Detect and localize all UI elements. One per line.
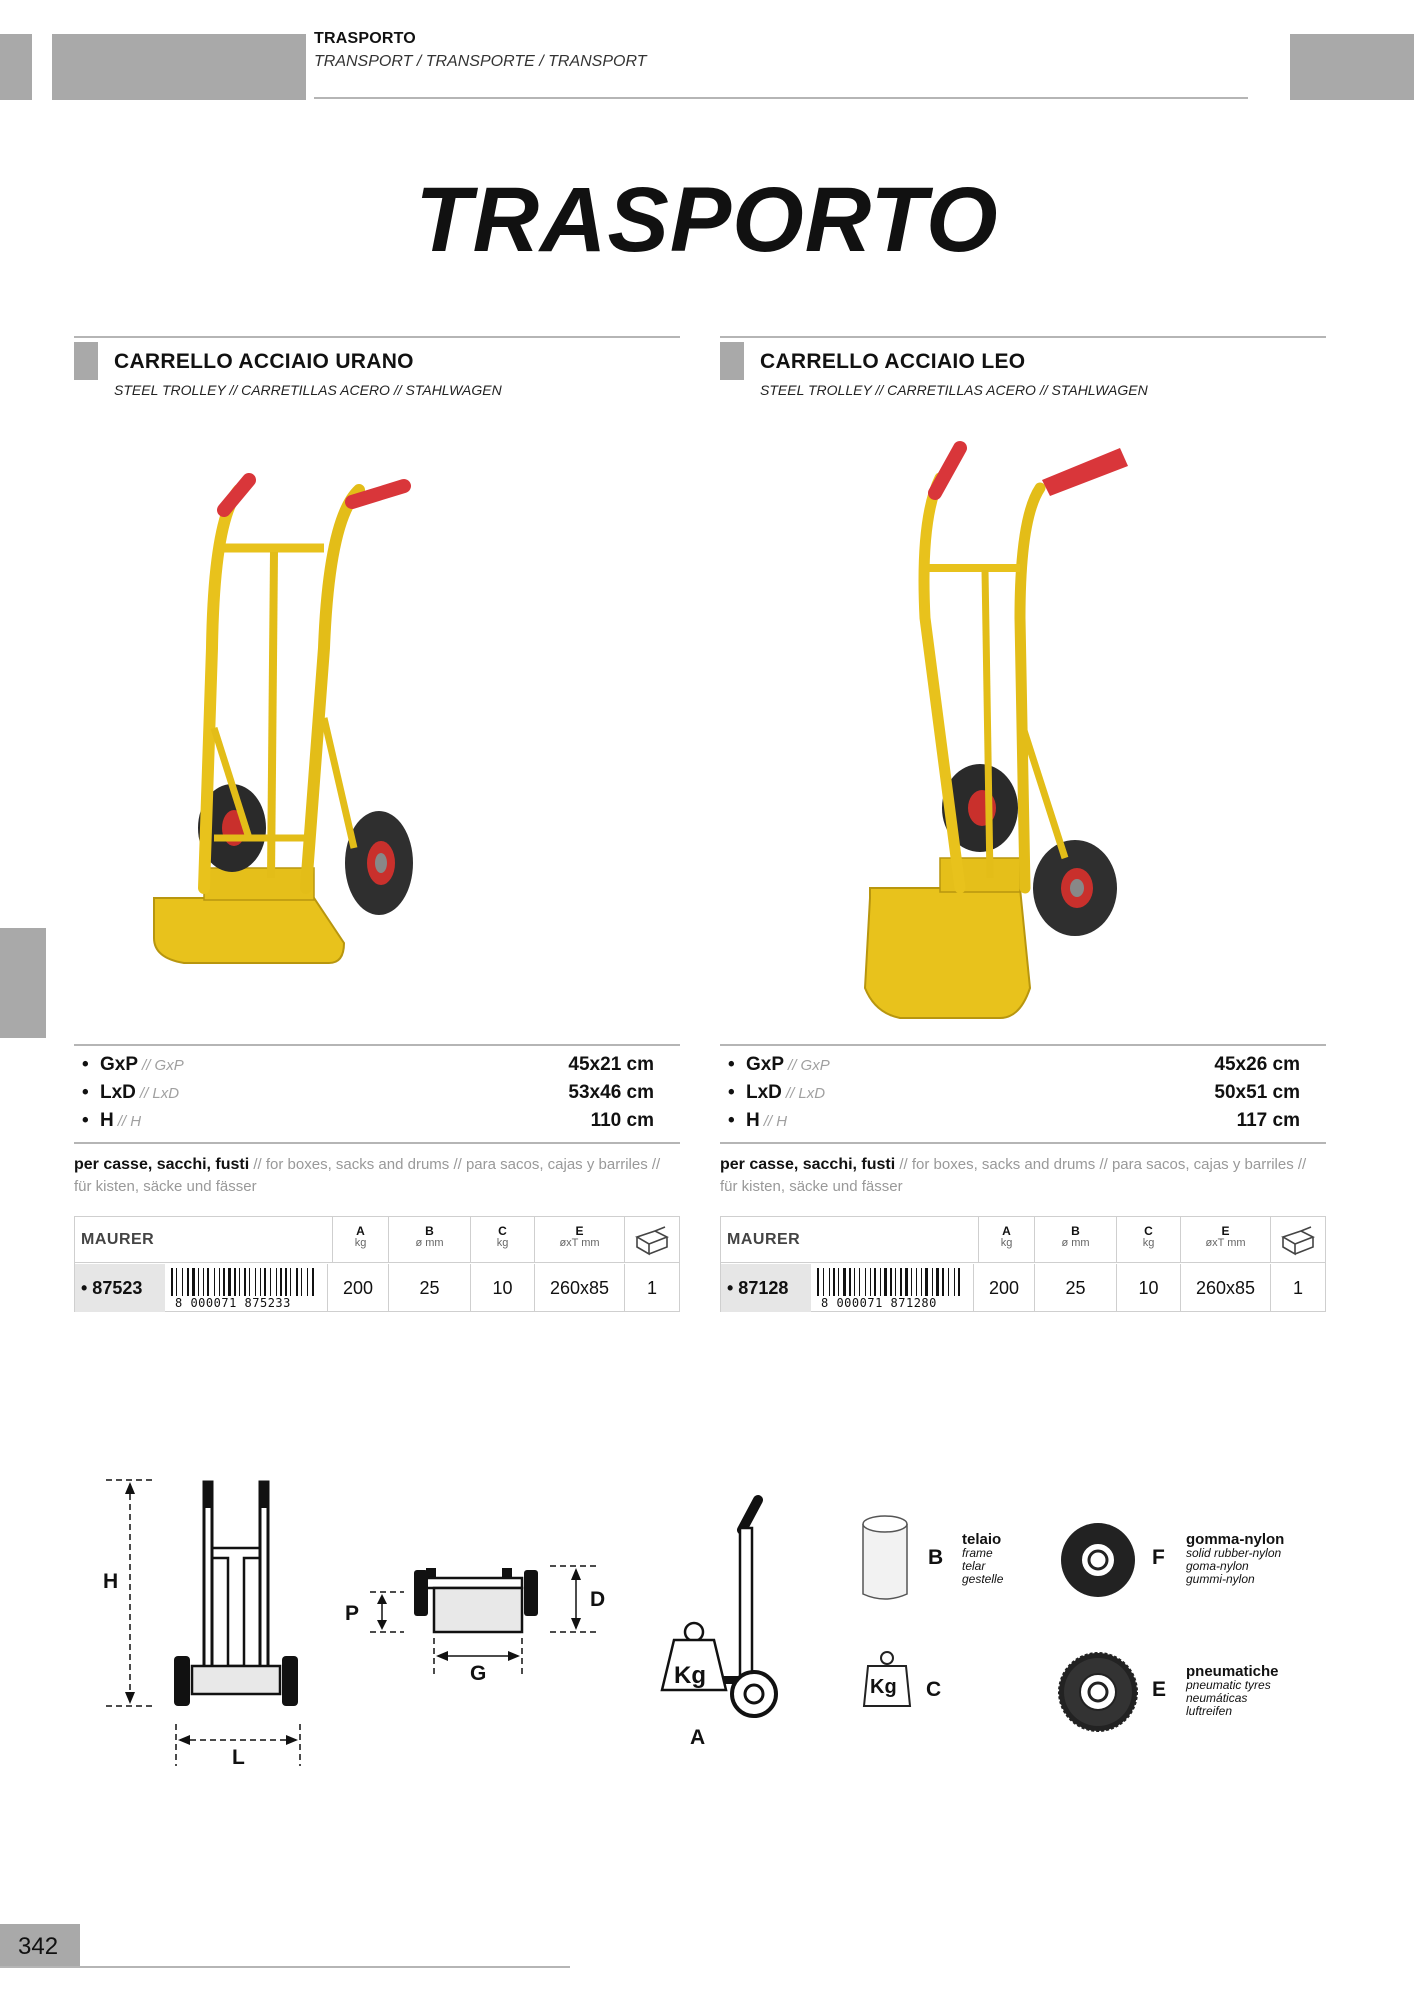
value-c: 10 [471, 1264, 535, 1312]
page-number: 342 [0, 1924, 80, 1966]
header-mid-block [52, 34, 306, 100]
value-e: 260x85 [535, 1264, 625, 1312]
product-title: CARRELLO ACCIAIO URANO [114, 350, 414, 373]
usage-description: per casse, sacchi, fusti // for boxes, sacks and drums // para sacos, cajas y barriles // für kisten, säcke und fässer [74, 1156, 661, 1195]
spec-bullet: • [728, 1054, 735, 1075]
brand-cell [75, 1217, 333, 1263]
header-c: C kg [471, 1217, 535, 1263]
legend-letter-b: B [928, 1546, 944, 1569]
legend-solid-line: gummi-nylon [1186, 1572, 1255, 1586]
barcode-number: 8 000071 871280 [821, 1296, 937, 1310]
spec-bullet: • [728, 1082, 735, 1103]
product-code: • 87128 [721, 1264, 811, 1312]
spec-label: GxP // GxP [746, 1054, 830, 1075]
dim-label-p: P [345, 1602, 360, 1625]
table-header-row [75, 1217, 679, 1263]
card-top-divider [74, 336, 680, 338]
spec-row-h [74, 1110, 654, 1138]
product-subtitle: STEEL TROLLEY // CARRETILLAS ACERO // STAHLWAGEN [114, 382, 502, 398]
spec-label: H // H [746, 1110, 788, 1131]
spec-label: LxD // LxD [746, 1082, 826, 1103]
box-icon [1271, 1217, 1325, 1263]
value-a: 200 [327, 1264, 389, 1312]
legend-letter-f: F [1152, 1546, 1165, 1569]
value-qty: 1 [646, 1278, 657, 1298]
spec-value: 45x26 cm [1214, 1054, 1300, 1075]
header-subtitle: TRANSPORT / TRANSPORTE / TRANSPORT [314, 53, 647, 70]
header-a: A kg [979, 1217, 1035, 1263]
specs-bottom-divider [720, 1142, 1326, 1144]
brand-cell [721, 1217, 979, 1263]
spec-bullet: • [82, 1110, 89, 1131]
header-e: E øxT mm [1181, 1217, 1271, 1263]
dimension-diagram-pdg [370, 1550, 610, 1700]
barcode-number: 8 000071 875233 [175, 1296, 291, 1310]
card-tab [74, 342, 98, 380]
spec-bullet: • [728, 1110, 735, 1131]
spec-label: GxP // GxP [100, 1054, 184, 1075]
header-section-title: TRASPORTO [314, 30, 416, 47]
weight-kg-label: Kg [870, 1676, 897, 1698]
legend-solid-line: goma-nylon [1186, 1559, 1249, 1573]
specs-top-divider [74, 1044, 680, 1046]
header-c: C kg [1117, 1217, 1181, 1263]
legend-pneumatic-line: neumáticas [1186, 1691, 1248, 1705]
product-table [74, 1216, 680, 1312]
dim-label-g: G [470, 1662, 487, 1685]
specs-bottom-divider [74, 1142, 680, 1144]
spec-bullet: • [82, 1082, 89, 1103]
value-e: 260x85 [1181, 1264, 1271, 1312]
value-qty: 1 [1292, 1278, 1303, 1298]
spec-label: H // H [100, 1110, 142, 1131]
footer-divider [0, 1966, 570, 1968]
legend-frame-title: telaio [962, 1531, 1002, 1548]
solid-wheel-icon [1060, 1522, 1136, 1598]
header-a: A kg [333, 1217, 389, 1263]
load-kg-label: Kg [674, 1662, 706, 1689]
legend-pneumatic-title: pneumatiche [1186, 1663, 1279, 1680]
legend-solid-title: gomma-nylon [1186, 1531, 1285, 1548]
product-photo-leo [720, 418, 1326, 1038]
header-right-block [1290, 34, 1414, 100]
table-row [75, 1264, 679, 1312]
spec-bullet: • [82, 1054, 89, 1075]
product-card-leo [720, 336, 1326, 1316]
value-b: 25 [389, 1264, 471, 1312]
spec-value: 50x51 cm [1214, 1082, 1300, 1103]
dim-label-l: L [232, 1746, 245, 1769]
header-e: E øxT mm [535, 1217, 625, 1263]
dim-label-h: H [103, 1570, 119, 1593]
value-c: 10 [1117, 1264, 1181, 1312]
legend-frame-line: gestelle [962, 1572, 1004, 1586]
legend-letter-e: E [1152, 1678, 1167, 1701]
legend-frame-line: frame [962, 1546, 993, 1560]
pneumatic-wheel-icon [1058, 1652, 1138, 1732]
barcode [811, 1264, 973, 1312]
page-title: TRASPORTO [415, 169, 999, 271]
table-row [721, 1264, 1325, 1312]
box-icon [625, 1217, 679, 1263]
product-code: • 87523 [75, 1264, 165, 1312]
spec-row-gxp [720, 1054, 1300, 1082]
brand-logo: MAURER [81, 1231, 155, 1248]
spec-value: 117 cm [1236, 1110, 1300, 1131]
header-left-block [0, 34, 32, 100]
legend-letter-c: C [926, 1678, 942, 1701]
dimension-diagram-hl [100, 1470, 310, 1770]
value-a: 200 [973, 1264, 1035, 1312]
dim-label-a: A [690, 1726, 706, 1749]
spec-row-lxd [720, 1082, 1300, 1110]
legend-frame-line: telar [962, 1559, 986, 1573]
spec-row-lxd [74, 1082, 654, 1110]
usage-description: per casse, sacchi, fusti // for boxes, sacks and drums // para sacos, cajas y barriles // für kisten, säcke und fässer [720, 1156, 1307, 1195]
barcode [165, 1264, 327, 1312]
product-card-urano [74, 336, 680, 1316]
header-b: B ø mm [389, 1217, 471, 1263]
product-subtitle: STEEL TROLLEY // CARRETILLAS ACERO // STAHLWAGEN [760, 382, 1148, 398]
product-title: CARRELLO ACCIAIO LEO [760, 350, 1026, 373]
spec-row-gxp [74, 1054, 654, 1082]
spec-value: 110 cm [590, 1110, 654, 1131]
legend-solid-line: solid rubber-nylon [1186, 1546, 1282, 1560]
side-tab-marker [0, 928, 46, 1038]
header-b: B ø mm [1035, 1217, 1117, 1263]
frame-tube-icon [860, 1514, 910, 1604]
spec-label: LxD // LxD [100, 1082, 180, 1103]
legend-pneumatic-line: luftreifen [1186, 1704, 1233, 1718]
spec-value: 53x46 cm [568, 1082, 654, 1103]
header-divider [314, 97, 1248, 99]
spec-row-h [720, 1110, 1300, 1138]
card-tab [720, 342, 744, 380]
product-photo-urano [74, 418, 680, 1038]
product-table [720, 1216, 1326, 1312]
legend-pneumatic-line: pneumatic tyres [1186, 1678, 1271, 1692]
dim-label-d: D [590, 1588, 606, 1611]
card-top-divider [720, 336, 1326, 338]
table-header-row [721, 1217, 1325, 1263]
specs-top-divider [720, 1044, 1326, 1046]
brand-logo: MAURER [727, 1231, 801, 1248]
spec-value: 45x21 cm [568, 1054, 654, 1075]
value-b: 25 [1035, 1264, 1117, 1312]
